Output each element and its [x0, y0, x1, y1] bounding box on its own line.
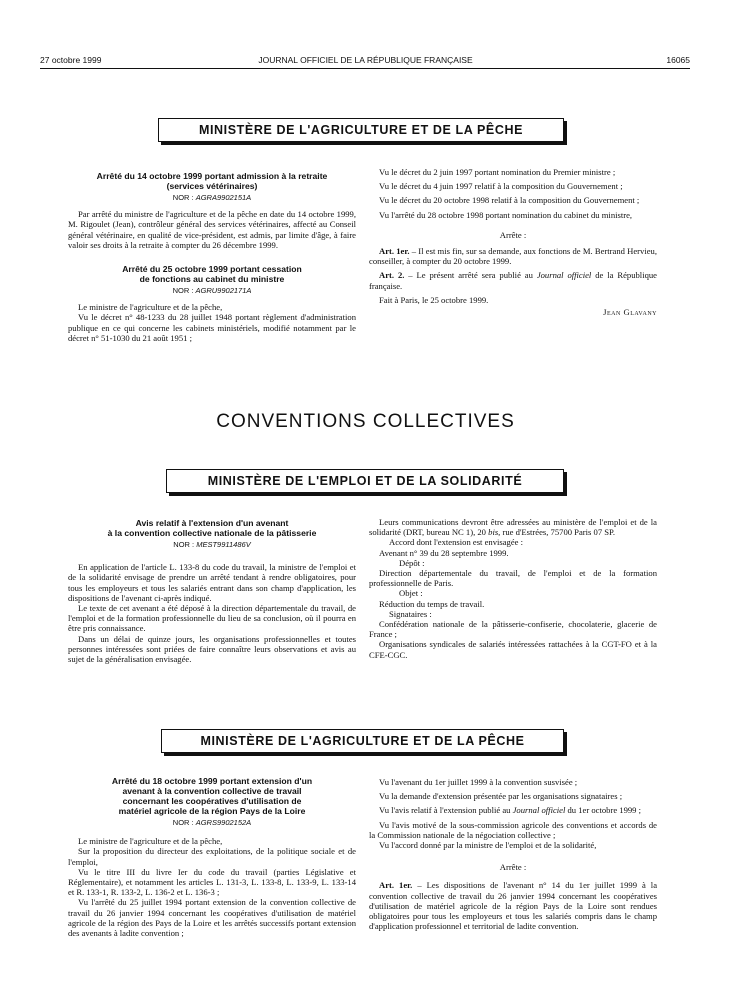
avis-p2: Le texte de cet avenant a été déposé à la direction départementale du travail, de l'emploi et de la formation professionnelle du lieu de sa conclusion, où il pourra en être pris connaissance. [68, 603, 356, 634]
arrete2-title-line1: Arrêté du 25 octobre 1999 portant cessation [122, 264, 302, 275]
arrete3-title-line1: Arrêté du 18 octobre 1999 portant extension d'un [111, 776, 313, 786]
header-rule [40, 68, 690, 69]
avis-title-line2: à la convention collective nationale de la pâtisserie [107, 528, 317, 538]
arrete3-title-line3: concernant les coopératives d'utilisation de [122, 796, 302, 806]
section1-right-column [369, 167, 657, 317]
arrete2-art1: Art. 1er. – Il est mis fin, sur sa demande, aux fonctions de M. Bertrand Hervieu, conseiller, à compter du 20 octobre 1999. [369, 246, 657, 267]
arrete3-arrete: Arrête : [499, 862, 527, 873]
avis-p3: Dans un délai de quinze jours, les organisations professionnelles et toutes personnes intéressées sont priées de faire connaître leurs observations et avis au sujet de la généralisation envisagée. [68, 633, 356, 665]
arrete2-vu-decret-juin-2: Vu le décret du 2 juin 1997 portant nomination du Premier ministre ; [379, 167, 616, 177]
arrete2-arrete: Arrête : [499, 229, 527, 240]
section3-right-column [369, 777, 657, 931]
section1-left-column [68, 171, 356, 343]
conventions-collectives-title: CONVENTIONS COLLECTIVES [216, 411, 515, 432]
arrete2-minister: Le ministre de l'agriculture et de la pêche, [78, 302, 223, 313]
arrete1-title-line1: Arrêté du 14 octobre 1999 portant admission à la retraite [96, 171, 328, 181]
avis-objet: Réduction du temps de travail. [379, 598, 485, 609]
avis-accord-label: Accord dont l'extension est envisagée : [389, 537, 523, 548]
avis-p1: En application de l'article L. 133-8 du code du travail, la ministre de l'emploi et de la solidarité envisage de prendre un arrêté tendant à rendre obligatoires, pour tous les employeurs et tous les salariés entrant dans son champ d'application, les dispositions de l'avenant ci-après indiqué. [68, 562, 356, 603]
arrete3-vu-avis: Vu l'avis relatif à l'extension publié au Journal officiel du 1er octobre 1999 ; [379, 805, 642, 816]
arrete3-vu-avenant: Vu l'avenant du 1er juillet 1999 à la convention susvisée ; [379, 777, 578, 787]
arrete3-vu-avis-motive: Vu l'avis motivé de la sous-commission agricole des conventions et accords de la Commission nationale de la négociation collective ; [369, 819, 657, 840]
avis-objet-label: Objet : [399, 588, 423, 599]
arrete3-nor: NOR : AGRS9902152A [172, 818, 252, 827]
header-page: 16065 [666, 55, 690, 65]
avis-title-line1: Avis relatif à l'extension d'un avenant [135, 518, 289, 528]
arrete2-fait: Fait à Paris, le 25 octobre 1999. [379, 294, 489, 305]
arrete3-title-line2: avenant à la convention collective de travail [122, 786, 302, 796]
arrete1-nor: NOR : AGRA9902151A [172, 193, 252, 202]
avis-accord: Avenant n° 39 du 28 septembre 1999. [379, 547, 509, 558]
avis-signataire-2: Organisations syndicales de salariés intéressées rattachées à la CGT-FO et à la CFE-CGC. [369, 639, 657, 660]
avis-depot-label: Dépôt : [399, 557, 425, 568]
arrete3-minister: Le ministre de l'agriculture et de la pêche, [78, 836, 223, 847]
avis-signataires-label: Signataires : [389, 608, 432, 619]
arrete3-proposition: Sur la proposition du directeur des exploitations, de la politique sociale et de l'emploi, [68, 846, 356, 867]
arrete2-vu-decret-octobre: Vu le décret du 20 octobre 1998 relatif à la composition du Gouvernement ; [379, 195, 640, 206]
section3-left-column [68, 776, 356, 938]
arrete2-vu-decret-juin-4: Vu le décret du 4 juin 1997 relatif à la composition du Gouvernement ; [379, 181, 623, 192]
arrete2-signature: Jean Glavany [603, 307, 657, 318]
arrete2-title-line2: de fonctions au cabinet du ministre [139, 274, 285, 285]
arrete3-vu-arrete-1994: Vu l'arrêté du 25 juillet 1994 portant extension de la convention collective de travail du 26 janvier 1994 concernant les coopératives d'utilisation de matériel agricole de la région des Pays de la Loire et les arrêtés successifs portant extension des avenants à ladite convention ; [68, 897, 356, 939]
ministry-box-agriculture-2: MINISTÈRE DE L'AGRICULTURE ET DE LA PÊCHE [161, 729, 564, 753]
arrete3-title-line4: matériel agricole de la région Pays de la Loire [118, 806, 306, 816]
arrete2-vu-arrete-cabinet: Vu l'arrêté du 28 octobre 1998 portant nomination du cabinet du ministre, [379, 209, 633, 220]
header-journal: JOURNAL OFFICIEL DE LA RÉPUBLIQUE FRANÇAISE [258, 55, 473, 65]
section2-left-column [68, 518, 356, 664]
arrete2-vu-decret-1948: Vu le décret n° 48-1233 du 28 juillet 1948 portant règlement d'administration publique en ce qui concerne les cabinets ministériels, modifié notamment par le décret n° 51-1030 du 21 août 1951 ; [68, 312, 356, 343]
avis-nor: NOR : MEST9911486V [173, 540, 251, 549]
avis-depot: Direction départementale du travail, de l'emploi et de la formation professionnelle de Paris. [369, 568, 657, 589]
arrete3-vu-accord: Vu l'accord donné par la ministre de l'emploi et de la solidarité, [379, 840, 597, 851]
arrete2-art2: Art. 2. – Le présent arrêté sera publié au Journal officiel de la République française. [369, 270, 657, 291]
section2-right-column [369, 517, 657, 660]
avis-p4: Leurs communications devront être adressées au ministère de l'emploi et de la solidarité (DRT, bureau NC 1), 20 bis, rue d'Estrées, 75700 Paris 07 SP. [369, 517, 657, 538]
arrete3-vu-titre-iii: Vu le titre III du livre Ier du code du travail (parties Législative et Réglementaire), et notamment les articles L. 131-3, L. 133-8, L. 133-9, L. 133-14 et R. 133-1, R. 133-2, L. 136-2 et L. 136-3 ; [68, 866, 356, 898]
arrete2-nor: NOR : AGRU9902171A [172, 286, 252, 296]
ministry-box-agriculture-1: MINISTÈRE DE L'AGRICULTURE ET DE LA PÊCHE [158, 118, 564, 142]
arrete1-title-line2: (services vétérinaires) [166, 181, 258, 191]
arrete3-art1: Art. 1er. – Les dispositions de l'avenant n° 14 du 1er juillet 1999 à la convention collective de travail du 26 janvier 1994 concernant les coopératives d'utilisation de matériel agricole de la région Pays de la Loire sont rendues obligatoires pour tous les employeurs et tous les salariés compris dans le champ d'application professionnel et territorial de ladite convention. [369, 880, 658, 932]
header-date: 27 octobre 1999 [40, 55, 102, 65]
arrete3-vu-demande: Vu la demande d'extension présentée par les organisations signataires ; [379, 791, 623, 802]
avis-signataire-1: Confédération nationale de la pâtisserie-confiserie, chocolaterie, glacerie de France ; [369, 619, 657, 640]
ministry-box-emploi: MINISTÈRE DE L'EMPLOI ET DE LA SOLIDARITÉ [166, 469, 564, 493]
arrete1-text: Par arrêté du ministre de l'agriculture et de la pêche en date du 14 octobre 1999, M. Rigoulet (Jean), contrôleur général des services vétérinaires, affecté au Conseil général vétérinaire, en qualité de vice-président, est admis, par limite d'âge, à faire valoir ses droits à la retraite à compter du 26 décembre 1999. [68, 209, 356, 250]
